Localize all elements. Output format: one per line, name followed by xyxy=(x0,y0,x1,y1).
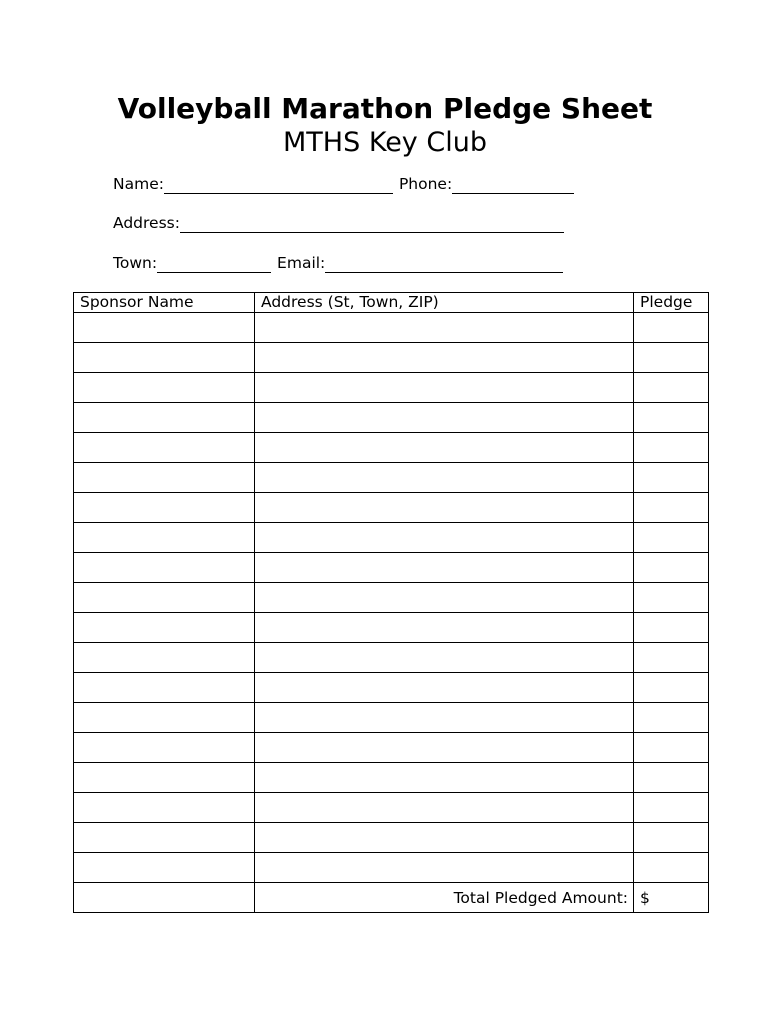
pledge-cell[interactable] xyxy=(634,853,709,883)
address-cell[interactable] xyxy=(255,763,634,793)
address-cell[interactable] xyxy=(255,523,634,553)
address-cell[interactable] xyxy=(255,793,634,823)
address-cell[interactable] xyxy=(255,643,634,673)
column-header-address: Address (St, Town, ZIP) xyxy=(255,293,634,313)
page-subtitle: MTHS Key Club xyxy=(283,127,487,158)
page-title: Volleyball Marathon Pledge Sheet xyxy=(117,92,653,125)
sponsor-name-cell[interactable] xyxy=(74,493,255,523)
address-cell[interactable] xyxy=(255,343,634,373)
sponsor-name-cell[interactable] xyxy=(74,853,255,883)
name-label: Name: xyxy=(113,175,164,193)
name-field[interactable] xyxy=(164,175,393,194)
total-row xyxy=(74,883,709,913)
address-cell[interactable] xyxy=(255,313,634,343)
table-row xyxy=(74,763,709,793)
pledge-cell[interactable] xyxy=(634,673,709,703)
address-cell[interactable] xyxy=(255,403,634,433)
town-field[interactable] xyxy=(157,254,271,273)
sponsor-name-cell[interactable] xyxy=(74,673,255,703)
sponsor-name-cell[interactable] xyxy=(74,433,255,463)
table-row xyxy=(74,403,709,433)
name-phone-row xyxy=(113,174,574,194)
sponsor-name-cell[interactable] xyxy=(74,703,255,733)
email-field[interactable] xyxy=(325,254,563,273)
table-row xyxy=(74,793,709,823)
sponsor-name-cell[interactable] xyxy=(74,793,255,823)
address-cell[interactable] xyxy=(255,463,634,493)
table-row xyxy=(74,433,709,463)
address-cell[interactable] xyxy=(255,673,634,703)
table-row xyxy=(74,673,709,703)
email-label: Email: xyxy=(277,254,326,272)
address-cell[interactable] xyxy=(255,493,634,523)
table-row xyxy=(74,343,709,373)
total-amount-cell[interactable]: $ xyxy=(634,883,709,913)
table-row xyxy=(74,703,709,733)
table-row xyxy=(74,463,709,493)
sponsor-name-cell[interactable] xyxy=(74,523,255,553)
sponsor-name-cell[interactable] xyxy=(74,583,255,613)
sponsor-name-cell[interactable] xyxy=(74,463,255,493)
address-row xyxy=(113,213,564,233)
address-cell[interactable] xyxy=(255,733,634,763)
total-blank-cell xyxy=(74,883,255,913)
pledge-table xyxy=(73,292,709,913)
pledge-cell[interactable] xyxy=(634,583,709,613)
table-row xyxy=(74,313,709,343)
pledge-cell[interactable] xyxy=(634,433,709,463)
pledge-cell[interactable] xyxy=(634,463,709,493)
address-field[interactable] xyxy=(180,214,564,233)
address-cell[interactable] xyxy=(255,823,634,853)
address-label: Address: xyxy=(113,214,180,232)
address-cell[interactable] xyxy=(255,433,634,463)
table-row xyxy=(74,733,709,763)
sponsor-name-cell[interactable] xyxy=(74,313,255,343)
address-cell[interactable] xyxy=(255,853,634,883)
sponsor-name-cell[interactable] xyxy=(74,733,255,763)
town-email-row xyxy=(113,253,563,273)
pledge-cell[interactable] xyxy=(634,613,709,643)
table-header-row xyxy=(74,293,709,313)
table-row xyxy=(74,523,709,553)
sponsor-name-cell[interactable] xyxy=(74,373,255,403)
column-header-sponsor-name: Sponsor Name xyxy=(74,293,255,313)
address-cell[interactable] xyxy=(255,703,634,733)
address-cell[interactable] xyxy=(255,553,634,583)
sponsor-name-cell[interactable] xyxy=(74,553,255,583)
table-row xyxy=(74,823,709,853)
total-label: Total Pledged Amount: xyxy=(255,883,634,913)
sponsor-name-cell[interactable] xyxy=(74,823,255,853)
sponsor-name-cell[interactable] xyxy=(74,613,255,643)
address-cell[interactable] xyxy=(255,373,634,403)
sponsor-name-cell[interactable] xyxy=(74,643,255,673)
table-row xyxy=(74,643,709,673)
phone-label: Phone: xyxy=(398,175,453,193)
table-row xyxy=(74,553,709,583)
pledge-cell[interactable] xyxy=(634,823,709,853)
table-row xyxy=(74,613,709,643)
sponsor-name-cell[interactable] xyxy=(74,403,255,433)
pledge-cell[interactable] xyxy=(634,373,709,403)
pledge-cell[interactable] xyxy=(634,643,709,673)
table-row xyxy=(74,493,709,523)
table-row xyxy=(74,583,709,613)
table-row xyxy=(74,853,709,883)
pledge-cell[interactable] xyxy=(634,493,709,523)
pledge-cell[interactable] xyxy=(634,313,709,343)
pledge-cell[interactable] xyxy=(634,703,709,733)
pledge-cell[interactable] xyxy=(634,553,709,583)
town-label: Town: xyxy=(113,254,158,272)
pledge-cell[interactable] xyxy=(634,793,709,823)
pledge-cell[interactable] xyxy=(634,733,709,763)
pledge-cell[interactable] xyxy=(634,523,709,553)
table-row xyxy=(74,373,709,403)
sponsor-name-cell[interactable] xyxy=(74,343,255,373)
phone-field[interactable] xyxy=(452,175,574,194)
sponsor-name-cell[interactable] xyxy=(74,763,255,793)
pledge-cell[interactable] xyxy=(634,763,709,793)
address-cell[interactable] xyxy=(255,613,634,643)
pledge-cell[interactable] xyxy=(634,403,709,433)
pledge-cell[interactable] xyxy=(634,343,709,373)
column-header-pledge: Pledge xyxy=(634,293,709,313)
address-cell[interactable] xyxy=(255,583,634,613)
